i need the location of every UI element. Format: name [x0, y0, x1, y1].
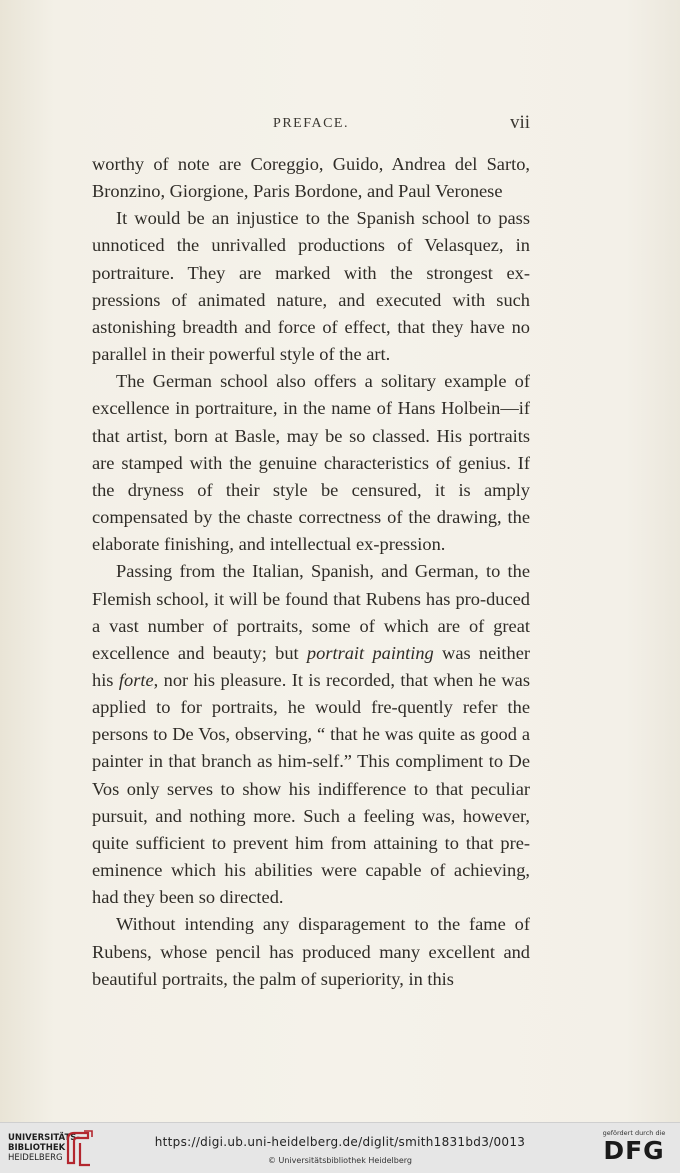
funder-badge: [598, 1129, 670, 1165]
permalink-url[interactable]: https://digi.ub.uni-heidelberg.de/diglit/smith1831bd3/0013: [154, 1135, 526, 1149]
body-text: [92, 151, 530, 993]
copyright-notice: © Universitätsbibliothek Heidelberg: [267, 1156, 412, 1165]
paragraph: Passing from the Italian, Spanish, and German, to the Flemish school, it will be found that Rubens has pro-duced a vast number of portraits, some of which are of great excellence and beauty; but portrait painting was neither his forte, nor his pleasure. It is recorded, that when he was applied to for portraits, he would fre-quently refer the persons to De Vos, observing, “ that he was quite as good a painter in that branch as him-self.” This compliment to De Vos only serves to show his indifference to that peculiar pursuit, and nothing more. Such a feeling was, however, quite sufficient to prevent him from attaining to that pre-eminence which his abilities were capable of achieving, had they been so directed.: [92, 561, 531, 908]
library-name-line: HEIDELBERG: [8, 1153, 63, 1163]
running-head: PREFACE.: [273, 116, 349, 131]
paragraph: It would be an injustice to the Spanish school to pass unnoticed the unrivalled productions of Velasquez, in portraiture. They are marked with the strongest ex-pressions of animated nature, and executed with such astonishing breadth and force of effect, that they have no parallel in their powerful style of the art.: [92, 208, 530, 365]
paragraph: worthy of note are Coreggio, Guido, Andrea del Sarto, Bronzino, Giorgione, Paris Bordone, and Paul Veronese: [92, 154, 530, 202]
page-number: vii: [509, 112, 530, 133]
viewer-footer: [0, 1122, 680, 1173]
page-header: [92, 112, 530, 138]
paragraph: Without intending any disparagement to the fame of Rubens, whose pencil has produced many excellent and beautiful portraits, the palm of superiority, in this: [92, 914, 530, 989]
dfg-logo: DFG: [603, 1136, 665, 1165]
funding-note: gefördert durch die: [602, 1129, 666, 1137]
paragraph: The German school also offers a solitary example of excellence in portraiture, in the name of Hans Holbein—if that artist, born at Basle, may be so classed. His portraits are stamped with the genuine characteristics of genius. If the dryness of their style be censured, it is amply compensated by the chaste correctness of the drawing, the elaborate finishing, and intellectual ex-pression.: [92, 371, 530, 555]
library-name-line: UNIVERSITÄTS-: [8, 1133, 80, 1143]
library-name-line: BIBLIOTHEK: [8, 1143, 66, 1153]
